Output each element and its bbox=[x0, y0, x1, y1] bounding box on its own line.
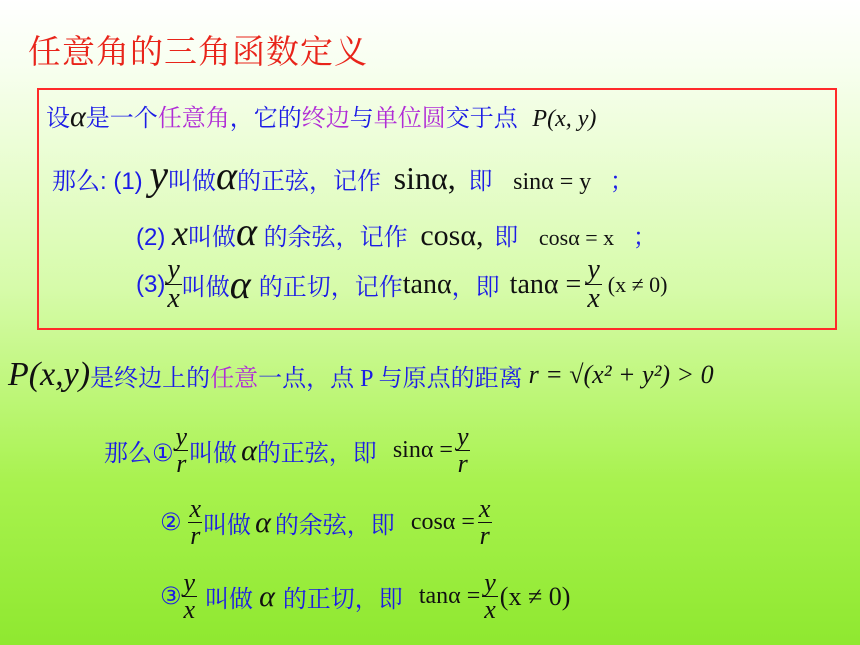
prefix-1: 那么① bbox=[104, 440, 174, 467]
text-yu: 与 bbox=[349, 105, 374, 132]
condition: (x ≠ 0) bbox=[499, 581, 571, 611]
frac-den: r bbox=[176, 449, 187, 478]
text-yuxian: 的余弦，记作 bbox=[263, 224, 408, 251]
prefix-3: (3) bbox=[136, 270, 166, 298]
lower-line-2 bbox=[160, 496, 492, 549]
lower-line-1 bbox=[104, 424, 470, 477]
frac-num: y bbox=[183, 568, 196, 597]
frac-den: r bbox=[190, 521, 201, 550]
page-title: 任意角的三角函数定义 bbox=[28, 33, 368, 70]
text-jiaozuo: 叫做 bbox=[168, 168, 216, 195]
text-zhongbian: 是终边上的 bbox=[90, 365, 211, 392]
semicolon: ； bbox=[609, 168, 634, 195]
text-she: 设 bbox=[46, 105, 70, 132]
box-line-4 bbox=[136, 256, 668, 313]
frac-den: x bbox=[587, 283, 600, 314]
formula-tan-lhs: tanα = bbox=[509, 268, 582, 300]
fraction-y-over-x bbox=[585, 256, 601, 313]
alpha-symbol: α bbox=[236, 209, 257, 254]
text-ji: 即 bbox=[468, 168, 493, 195]
box-line-1 bbox=[46, 98, 596, 134]
formula-r: r = √(x² + y²) > 0 bbox=[528, 360, 714, 389]
notation-sin: sinα, bbox=[393, 160, 456, 196]
text-zhongbian: 终边 bbox=[301, 105, 350, 132]
text-ji: ，即 bbox=[451, 274, 500, 301]
formula-sin: sinα = y bbox=[513, 169, 592, 195]
alpha-symbol: α bbox=[216, 153, 237, 198]
var-x: x bbox=[172, 213, 188, 253]
prefix-1: 那么: (1) bbox=[52, 168, 143, 195]
alpha-symbol: α bbox=[70, 100, 86, 133]
formula-cos: cosα = x bbox=[538, 225, 615, 250]
frac-num: x bbox=[478, 494, 491, 523]
frac-num: y bbox=[484, 568, 496, 597]
frac-num: y bbox=[587, 254, 600, 285]
frac-num: y bbox=[175, 422, 188, 451]
alpha-symbol: α bbox=[255, 505, 271, 539]
formula-sin-lhs: sinα = bbox=[392, 437, 453, 463]
text-jiaozuo: 叫做 bbox=[205, 586, 254, 613]
fraction-y-over-r bbox=[174, 424, 190, 477]
text-jiaozuo: 叫做 bbox=[203, 512, 252, 539]
text-jiaozuo: 叫做 bbox=[181, 274, 230, 301]
text-yuxian: 的余弦，即 bbox=[274, 512, 395, 539]
text-yidian: 一点，点 P 与原点的距离 bbox=[258, 365, 523, 392]
alpha-symbol: α bbox=[259, 579, 275, 613]
condition: (x ≠ 0) bbox=[607, 271, 668, 297]
text-renyi: 任意 bbox=[210, 365, 259, 392]
middle-line bbox=[8, 356, 714, 394]
frac-den: r bbox=[457, 449, 468, 478]
fraction-x-over-r bbox=[477, 496, 493, 549]
box-line-2 bbox=[52, 152, 634, 200]
text-jiaoyudian: 交于点 bbox=[445, 105, 518, 132]
text-shi-yige: 是一个 bbox=[85, 105, 158, 132]
text-tade: ，它的 bbox=[229, 105, 302, 132]
formula-tan-lhs: tanα = bbox=[418, 583, 481, 609]
frac-den: x bbox=[167, 283, 180, 314]
text-jiaozuo: 叫做 bbox=[189, 440, 238, 467]
point-p: P(x, y) bbox=[532, 106, 597, 132]
fraction-y-over-x bbox=[482, 570, 498, 623]
text-jiaozuo: 叫做 bbox=[188, 224, 236, 251]
fraction-y-over-x bbox=[182, 570, 198, 623]
frac-den: r bbox=[479, 521, 490, 550]
var-y: y bbox=[149, 153, 168, 199]
text-zhengqie: 的正切，记作 bbox=[258, 274, 403, 301]
semicolon: ； bbox=[632, 224, 657, 251]
frac-num: y bbox=[167, 254, 180, 285]
text-zhengxian: 的正弦，记作 bbox=[237, 168, 381, 195]
fraction-x-over-r bbox=[188, 496, 204, 549]
fraction-y-over-x bbox=[165, 256, 181, 313]
lower-line-3 bbox=[160, 570, 570, 623]
prefix-2: ② bbox=[160, 509, 182, 536]
point-p: P(x,y) bbox=[8, 356, 91, 393]
frac-num: x bbox=[189, 494, 202, 523]
text-danweiyuan: 单位圆 bbox=[373, 105, 446, 132]
prefix-2: (2) bbox=[136, 224, 166, 251]
notation-tan: tanα bbox=[402, 268, 452, 300]
alpha-symbol: α bbox=[241, 433, 257, 467]
text-zhengqie: 的正切，即 bbox=[282, 586, 403, 613]
frac-den: x bbox=[183, 595, 196, 624]
frac-den: x bbox=[484, 595, 496, 624]
text-ji: 即 bbox=[494, 224, 519, 251]
prefix-3: ③ bbox=[160, 583, 182, 610]
text-zhengxian: 的正弦，即 bbox=[256, 440, 377, 467]
notation-cos: cosα, bbox=[420, 219, 484, 252]
box-line-3 bbox=[136, 208, 657, 255]
frac-num: y bbox=[456, 422, 469, 451]
fraction-y-over-r bbox=[455, 424, 471, 477]
alpha-symbol: α bbox=[229, 262, 251, 307]
text-renyijiao: 任意角 bbox=[157, 105, 230, 132]
formula-cos-lhs: cosα = bbox=[410, 509, 475, 535]
